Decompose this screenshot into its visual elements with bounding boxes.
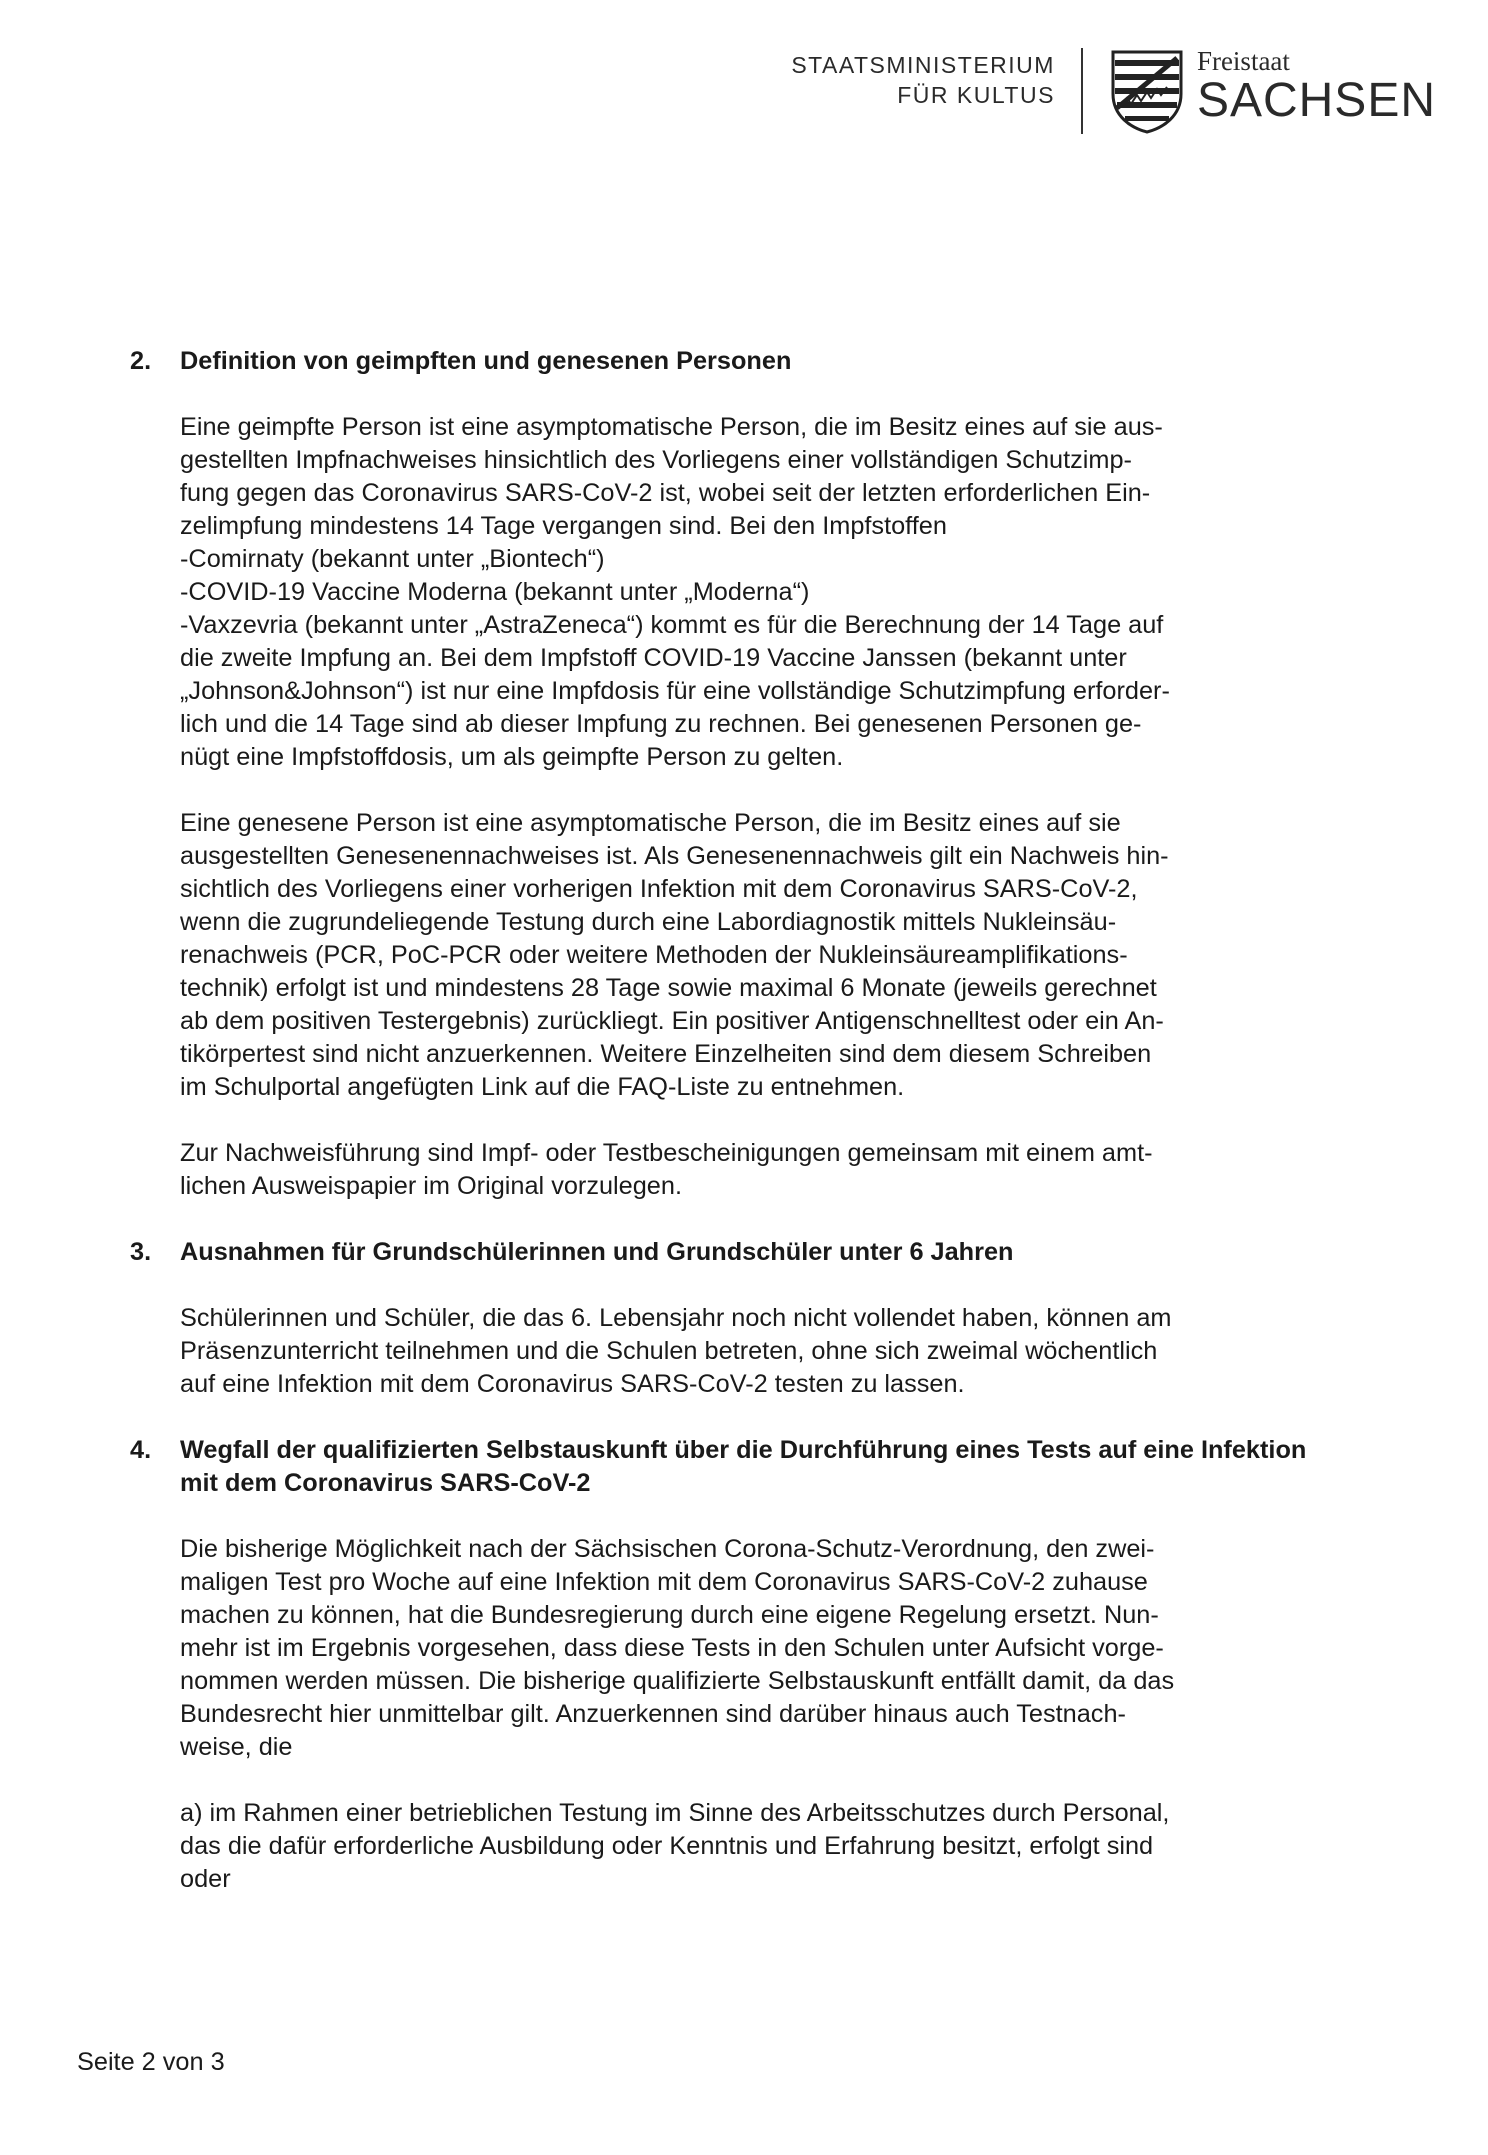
paragraph: a) im Rahmen einer betrieblichen Testung im Sinne des Arbeitsschutzes durch Personal, das die dafür erforderliche Ausbildung oder Kenntnis und Erfahrung besitzt, erfolgt sind oder [180,1799,1170,1893]
paragraph: Die bisherige Möglichkeit nach der Sächsischen Corona-Schutz-Verordnung, den zwei- maligen Test pro Woche auf eine Infektion mit dem Coronavirus SARS-CoV-2 zuhause machen zu können, hat die Bundesregierung durch eine eigene Regelung ersetzt. Nun- mehr ist im Ergebnis vorgesehen, dass diese Tests in den Schulen unter Aufsicht vorge- nommen werden müssen. Die bisherige qualifizierte Selbstauskunft entfällt damit, da das Bundesrecht hier unmittelbar gilt. Anzuerkennen sind darüber hinaus auch Testnach- weise, die [180,1535,1175,1761]
letterhead [791,48,1436,134]
section-title: Definition von geimpften und genesenen Personen [180,347,792,375]
state-label-big: SACHSEN [1196,74,1436,127]
document-body [130,345,1322,1896]
state-name [1197,48,1436,125]
saxony-coat-of-arms-icon [1109,48,1185,134]
section-4 [130,1434,1322,1896]
ministry-name [791,48,1055,110]
section-number: 3. [130,1238,152,1266]
section-3 [130,1236,1322,1401]
section-title: Wegfall der qualifizierten Selbstauskunft über die Durchführung eines Tests auf eine Infektion mit dem Coronavirus SARS-CoV-2 [180,1436,1307,1497]
section-2 [130,345,1322,1203]
section-number: 2. [130,347,152,375]
page-number: Seite 2 von 3 [77,2048,225,2076]
section-title: Ausnahmen für Grundschülerinnen und Grundschüler unter 6 Jahren [180,1238,1014,1266]
ministry-line-2: FÜR KULTUS [897,82,1055,108]
header-divider [1081,48,1083,134]
state-label-small: Freistaat [1196,46,1290,76]
paragraph: Eine genesene Person ist eine asymptomatische Person, die im Besitz eines auf sie ausgestellten Genesenennachweises ist. Als Genesenennachweis gilt ein Nachweis hin- sichtlich des Vorliegens einer vorherigen Infektion mit dem Coronavirus SARS-CoV-2, wenn die zugrundeliegende Testung durch eine Labordiagnostik mittels Nukleinsäu- renachweis (PCR, PoC-PCR oder weitere Methoden der Nukleinsäureamplifikations- technik) erfolgt ist und mindestens 28 Tage sowie maximal 6 Monate (jeweils gerechnet ab dem positiven Testergebnis) zurückliegt. Ein positiver Antigenschnelltest oder ein An- tikörpertest sind nicht anzuerkennen. Weitere Einzelheiten sind dem diesem Schreiben im Schulportal angefügten Link auf die FAQ-Liste zu entnehmen. [180,809,1169,1101]
paragraph: Zur Nachweisführung sind Impf- oder Testbescheinigungen gemeinsam mit einem amt- lichen Ausweispapier im Original vorzulegen. [180,1139,1153,1200]
section-number: 4. [130,1436,152,1464]
ministry-line-1: STAATSMINISTERIUM [791,52,1055,78]
paragraph: Schülerinnen und Schüler, die das 6. Lebensjahr noch nicht vollendet haben, können am Präsenzunterricht teilnehmen und die Schulen betreten, ohne sich zweimal wöchentlich auf eine Infektion mit dem Coronavirus SARS-CoV-2 testen zu lassen. [180,1304,1172,1398]
paragraph: Eine geimpfte Person ist eine asymptomatische Person, die im Besitz eines auf sie aus- gestellten Impfnachweises hinsichtlich des Vorliegens einer vollständigen Schutzimp- fung gegen das Coronavirus SARS-CoV-2 ist, wobei seit der letzten erforderlichen Ein- zelimpfung mindestens 14 Tage vergangen sind. Bei den Impfstoffen -Comirnaty (bekannt unter „Biontech“) -COVID-19 Vaccine Moderna (bekannt unter „Moderna“) -Vaxzevria (bekannt unter „AstraZeneca“) kommt es für die Berechnung der 14 Tage auf die zweite Impfung an. Bei dem Impfstoff COVID-19 Vaccine Janssen (bekannt unter „Johnson&Johnson“) ist nur eine Impfdosis für eine vollständige Schutzimpfung erforder- lich und die 14 Tage sind ab dieser Impfung zu rechnen. Bei genesenen Personen ge- nügt eine Impfstoffdosis, um als geimpfte Person zu gelten. [180,413,1170,771]
